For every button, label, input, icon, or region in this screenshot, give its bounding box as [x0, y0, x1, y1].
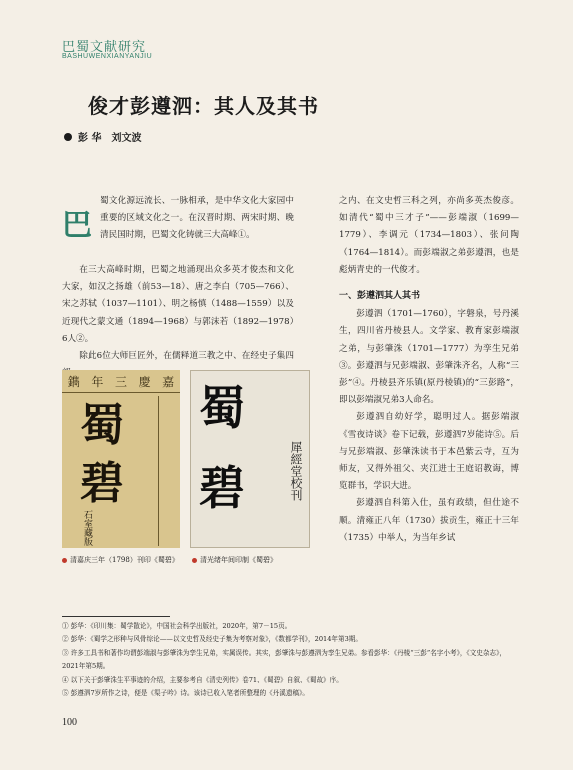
footnotes — [62, 620, 522, 700]
paragraph: 蜀文化源远流长、一脉相承，是中华文化大家园中重要的区域文化之一。在汉晋时期、两宋时期、晚清民国时期，巴蜀文化铸就三大高峰①。 — [100, 196, 294, 241]
cover-side-text: 犀經堂校刊 — [289, 441, 303, 501]
right-column — [339, 193, 519, 547]
article-title: 俊才彭遵泗：其人及其书 — [88, 94, 319, 118]
footnote: ④ 以下关于彭肇洙生平事迹的介绍，主要参考自《清史列传》卷71、《蜀碧》自叙、《蜀故》序。 — [62, 675, 343, 684]
section-title: 巴蜀文献研究 — [62, 40, 147, 55]
paragraph: 除此6位大师巨匠外，在儒释道三教之中、在经史子集四 — [79, 351, 294, 362]
paragraph: 在三大高峰时期，巴蜀之地涌现出众多英才俊杰和文化大家，如汉之扬雄（前53—18）、唐之李白（705—766）、宋之苏轼（1037—1101）、明之杨慎（1488—1559）以及近现代之蒙文通（1894—1968）与郭沫若（1892—1978）6人②。 — [62, 265, 294, 344]
book-cover-image-guangxu — [190, 370, 310, 548]
footnote: ① 彭华：《印川集：蜀学散论》，中国社会科学出版社，2020年，第7－15页。 — [62, 622, 292, 630]
cover-title-char-1: 蜀 — [199, 381, 245, 435]
page-number: 100 — [62, 717, 77, 728]
subheading: 一、彭遵泗其人其书 — [339, 291, 421, 302]
left-column-intro — [100, 193, 294, 245]
cover-title-char-2: 碧 — [80, 458, 124, 509]
authors: 彭 华 刘文波 — [78, 133, 142, 144]
paragraph: 彭遵泗（1701—1760），字磐泉，号丹溪生，四川省丹棱县人。文学家、教育家彭端淑之弟，与彭肇洙（1701—1777）为孪生兄弟③。彭遵泗与兄彭端淑、彭肇洙齐名，人称“三彭”④。丹棱县齐乐镇(原丹棱镇)的“三彭路”，即以彭端淑兄弟3人命名。 — [339, 309, 519, 406]
book-cover-image-1998 — [62, 370, 180, 548]
footnote: ③ 许多工具书和著作均谓彭端淑与彭肇洙为孪生兄弟，实属误传。其实，彭肇洙与彭遵泗为孪生兄弟。参看彭华：《丹棱“三彭”名字小考》，《文史杂志》，2021年第5期。 — [62, 648, 507, 671]
bullet-icon — [64, 133, 72, 141]
cover-rule — [158, 396, 159, 546]
paragraph: 之内、在文史哲三科之列，亦尚多英杰俊彦。如清代“蜀中三才子”——彭端淑（1699—1779）、李调元（1734—1803）、张问陶（1764—1814）。而彭端淑之弟彭遵泗，也是彪炳青史的一代俊才。 — [339, 196, 519, 275]
figure-caption-2: 清光绪年间印制《蜀碧》 — [192, 555, 277, 565]
caption-dot-icon — [192, 558, 197, 563]
caption-dot-icon — [62, 558, 67, 563]
footnote-divider — [62, 616, 170, 617]
paragraph: 彭遵泗自科第入仕，虽有政绩，但仕途不顺。清雍正八年（1730）拔贡生，雍正十三年（1735）中举人，为当年乡试 — [339, 498, 519, 543]
section-subtitle: BASHUWENXIANYANJIU — [62, 53, 153, 60]
cover-title-char-1: 蜀 — [80, 400, 124, 451]
cover-header-text: 鐫 年 三 慶 嘉 — [62, 370, 180, 393]
authors-line — [64, 129, 141, 144]
left-column — [62, 262, 294, 382]
figure-caption-1: 清嘉庆三年（1798）刊印《蜀碧》 — [62, 555, 179, 565]
footnote: ⑤ 彭遵泗7岁所作之诗，便是《渠子吟》诗。该诗已收入笔者所整理的《丹溪遗稿》。 — [62, 689, 309, 698]
cover-title-char-2: 碧 — [199, 461, 245, 515]
footnote: ② 彭华：《蜀学之形种与风骨综论——以文史哲及经史子集为考察对象》，《数都学刊》，2014年第3期。 — [62, 635, 362, 644]
drop-cap: 巴 — [62, 208, 92, 243]
cover-seal-text: 石室藏版 — [82, 510, 92, 546]
paragraph: 彭遵泗自幼好学，聪明过人。据彭端淑《雪夜诗谈》卷下记载，彭遵泗7岁能诗⑤。后与兄彭端淑、彭肇洙读书于本邑紫云寺，互为师友，又得外祖父、夹江进士王庭诏教诲，博览群书，学识大进。 — [339, 412, 519, 492]
